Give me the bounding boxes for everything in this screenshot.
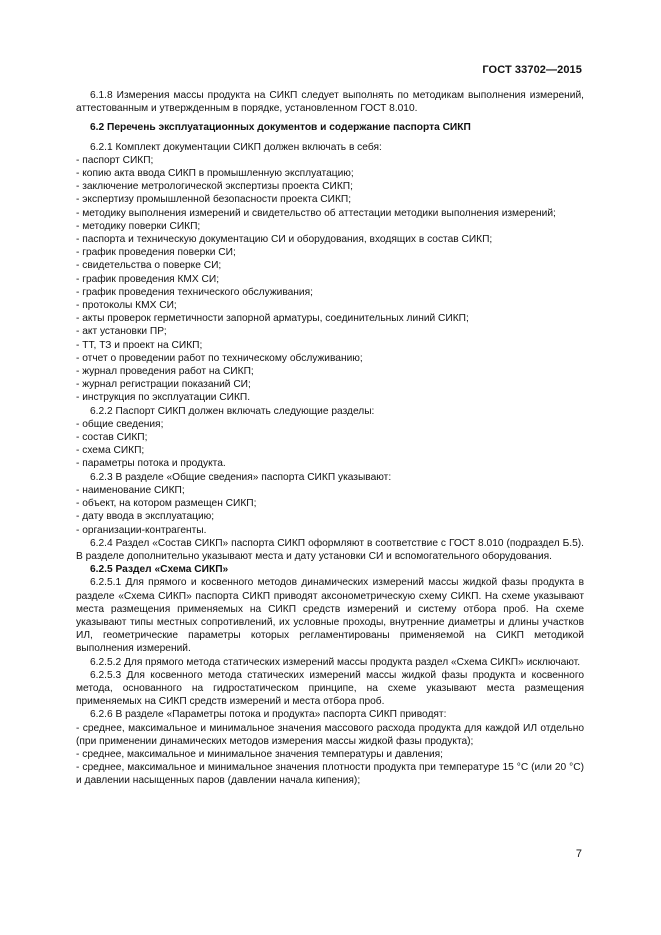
- list-item: - график проведения КМХ СИ;: [76, 273, 220, 285]
- list-item: - свидетельства о поверке СИ;: [76, 260, 222, 272]
- section-heading-6-2: 6.2 Перечень эксплуатационных документов и содержание паспорта СИКП: [90, 122, 471, 134]
- paragraph-6-2-4: 6.2.4 Раздел «Состав СИКП» паспорта СИКП оформляют в соответствие с ГОСТ 8.010 (подраздел Б.5). В разделе дополнительно указывают места и дату установки СИ и вспомогательного оборудования.: [76, 537, 584, 562]
- list-item: - журнал проведения работ на СИКП;: [76, 366, 254, 378]
- list-item: - состав СИКП;: [76, 432, 148, 444]
- list-item: - паспорта и техническую документацию СИ и оборудования, входящих в состав СИКП;: [76, 234, 493, 246]
- list-item: - протоколы КМХ СИ;: [76, 300, 177, 312]
- list-item: - паспорт СИКП;: [76, 154, 154, 166]
- paragraph-6-2-3: 6.2.3 В разделе «Общие сведения» паспорта СИКП указывают:: [90, 471, 392, 483]
- list-item: - дату ввода в эксплуатацию;: [76, 511, 215, 523]
- general-info-list: [76, 484, 584, 537]
- list-item: - инструкция по эксплуатации СИКП.: [76, 392, 251, 404]
- paragraph-6-2-6: 6.2.6 В разделе «Параметры потока и продукта» паспорта СИКП приводят:: [90, 709, 447, 721]
- paragraph-6-1-8: 6.1.8 Измерения массы продукта на СИКП следует выполнять по методикам выполнения измерений, аттестованным и утвержденным в порядке, установленном ГОСТ 8.010.: [76, 90, 584, 115]
- list-item: - объект, на котором размещен СИКП;: [76, 498, 257, 510]
- list-item: - методику выполнения измерений и свидетельство об аттестации методики выполнения измерений;: [76, 207, 556, 219]
- list-item: - акт установки ПР;: [76, 326, 167, 338]
- list-item: - схема СИКП;: [76, 445, 145, 457]
- page-number: 7: [575, 848, 582, 860]
- document-body: [76, 89, 584, 788]
- list-item: - отчет о проведении работ по техническому обслуживанию;: [76, 352, 363, 364]
- flow-parameters-list: [76, 722, 584, 788]
- list-item: - общие сведения;: [76, 418, 164, 430]
- list-item: - наименование СИКП;: [76, 484, 185, 496]
- paragraph-6-2-1: 6.2.1 Комплект документации СИКП должен включать в себя:: [90, 141, 382, 153]
- list-item: - параметры потока и продукта.: [76, 458, 226, 470]
- list-item: - методику поверки СИКП;: [76, 220, 201, 232]
- list-item: - журнал регистрации показаний СИ;: [76, 379, 251, 391]
- paragraph-6-2-5-2: 6.2.5.2 Для прямого метода статических измерений массы продукта раздел «Схема СИКП» исключают.: [90, 656, 581, 668]
- list-item: - график проведения поверки СИ;: [76, 247, 236, 259]
- list-item: - организации-контрагенты.: [76, 524, 207, 536]
- list-item: - заключение метрологической экспертизы проекта СИКП;: [76, 181, 353, 193]
- list-item: - акты проверок герметичности запорной арматуры, соединительных линий СИКП;: [76, 313, 469, 325]
- list-item: - среднее, максимальное и минимальное значения массового расхода продукта для каждой ИЛ отдельно (при применении динамических методов измерения массы жидкой фазы продукта);: [76, 722, 584, 747]
- list-item: - ТТ, ТЗ и проект на СИКП;: [76, 339, 203, 351]
- passport-sections-list: [76, 418, 584, 471]
- list-item: - график проведения технического обслуживания;: [76, 286, 313, 298]
- list-item: - копию акта ввода СИКП в промышленную эксплуатацию;: [76, 168, 354, 180]
- paragraph-6-2-5-1: 6.2.5.1 Для прямого и косвенного методов динамических измерений массы жидкой фазы продукта в разделе «Схема СИКП» паспорта СИКП приводят аксонометрическую схему СИКП. На схеме указывают места размещения применяемых на СИКП средств измерений и систему отбора проб. На схеме указывают типы местных сопротивлений, их условные проходы, внутренние диаметры и длины участков ИЛ, геометрические параметры которых регламентированы применяемой на СИКП методикой выполнения измерений.: [76, 577, 584, 655]
- list-item: - среднее, максимальное и минимальное значения температуры и давления;: [76, 748, 444, 760]
- paragraph-6-2-5-3: 6.2.5.3 Для косвенного метода статических измерений массы жидкой фазы продукта и косвенного метода, основанного на гидростатическом принципе, на схеме указывают места размещения применяемых на СИКП средств измерений и места отбора проб.: [76, 669, 584, 708]
- paragraph-6-2-2: 6.2.2 Паспорт СИКП должен включать следующие разделы:: [90, 405, 375, 417]
- list-item: - экспертизу промышленной безопасности проекта СИКП;: [76, 194, 352, 206]
- list-item: - среднее, максимальное и минимальное значения плотности продукта при температуре 15 °С (или 20 °С) и давлении насыщенных паров (давлении начала кипения);: [76, 762, 584, 787]
- documentation-list: [76, 154, 584, 405]
- document-code: ГОСТ 33702—2015: [482, 64, 582, 76]
- section-heading-6-2-5: 6.2.5 Раздел «Схема СИКП»: [90, 564, 229, 576]
